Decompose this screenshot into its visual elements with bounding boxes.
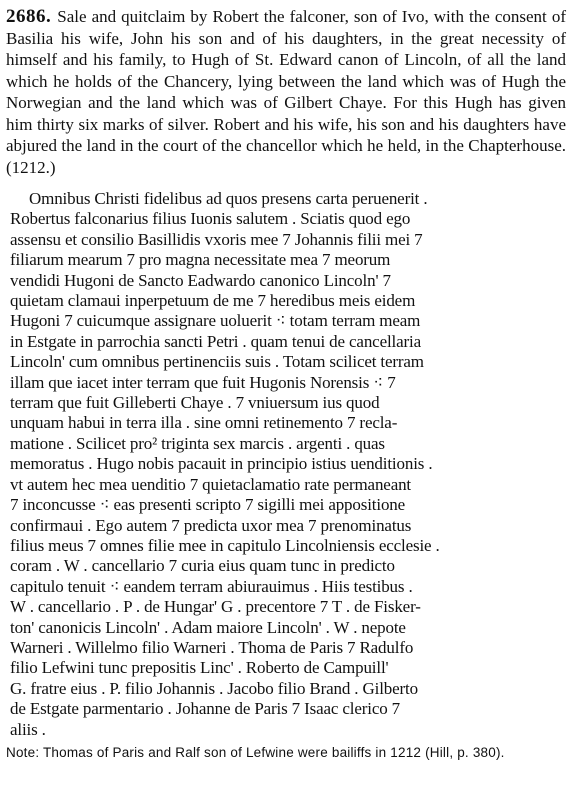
latin-line: vendidi Hugoni de Sancto Eadwardo canonico Lincoln' 7: [10, 270, 391, 290]
latin-charter-text: [6, 189, 566, 740]
latin-line: quietam clamaui inperpetuum de me 7 heredibus meis eidem: [10, 291, 416, 311]
latin-line: illam que iacet inter terram que fuit Hugonis Norensis ⁖ 7: [10, 372, 396, 392]
latin-line: aliis .: [10, 719, 46, 739]
document-page: [6, 6, 566, 760]
latin-line: W . cancellario . P . de Hungar' G . precentore 7 T . de Fisker-: [10, 597, 421, 617]
latin-line: matione . Scilicet pro² triginta sex marcis . argenti . quas: [10, 433, 385, 453]
latin-line: Robertus falconarius filius Iuonis salutem . Sciatis quod ego: [10, 209, 411, 229]
latin-line: Hugoni 7 cuicumque assignare uoluerit ⁖ totam terram meam: [10, 311, 421, 331]
latin-line: Warneri . Willelmo filio Warneri . Thoma de Paris 7 Radulfo: [10, 637, 414, 657]
latin-line: vt autem hec mea uenditio 7 quietaclamatio rate permaneant: [10, 474, 412, 494]
latin-line: unquam habui in terra illa . sine omni retinemento 7 recla-: [10, 413, 398, 433]
latin-line: Lincoln' cum omnibus pertinenciis suis . Totam scilicet terram: [10, 352, 424, 372]
charter-summary-text: Sale and quitclaim by Robert the falconer, son of Ivo, with the consent of Basilia his wife, John his son and of his daughters, in the great necessity of himself and his family, to Hugh of St. Edward canon of Lincoln, of all the land which he holds of the Chancery, lying between the land which was of Hugh the Norwegian and the land which was of Gilbert Chaye. For this Hugh has given him thirty six marks of silver. Robert and his wife, his son and his daughters have abjured the land in the court of the chancellor which he held, in the Chapterhouse. (1212.): [6, 7, 566, 177]
latin-line: Omnibus Christi fidelibus ad quos presens carta peruenerit .: [29, 189, 428, 208]
latin-line: memoratus . Hugo nobis pacauit in principio istius uenditionis .: [10, 454, 433, 474]
latin-line: confirmaui . Ego autem 7 predicta uxor mea 7 prenominatus: [10, 515, 412, 535]
latin-line: terram que fuit Gilleberti Chaye . 7 vniuersum ius quod: [10, 393, 380, 413]
latin-line: capitulo tenuit ⁖ eandem terram abiurauimus . Hiis testibus .: [10, 576, 413, 596]
charter-summary-paragraph: [6, 6, 566, 178]
latin-line: filius meus 7 omnes filie mee in capitulo Lincolniensis ecclesie .: [10, 535, 440, 555]
latin-line: G. fratre eius . P. filio Johannis . Jacobo filio Brand . Gilberto: [10, 678, 418, 698]
latin-line: filiarum mearum 7 pro magna necessitate mea 7 meorum: [10, 250, 391, 270]
latin-line: 7 inconcusse ⁖ eas presenti scripto 7 sigilli mei appositione: [10, 495, 406, 515]
footnote: Note: Thomas of Paris and Ralf son of Lefwine were bailiffs in 1212 (Hill, p. 380).: [6, 744, 505, 760]
latin-line: de Estgate parmentario . Johanne de Paris 7 Isaac clerico 7: [10, 699, 401, 719]
latin-line: in Estgate in parrochia sancti Petri . quam tenui de cancellaria: [10, 331, 421, 351]
latin-line: assensu et consilio Basillidis vxoris mee 7 Johannis filii mei 7: [10, 229, 423, 249]
latin-line: coram . W . cancellario 7 curia eius quam tunc in predicto: [10, 556, 395, 576]
charter-number: 2686.: [6, 6, 52, 27]
latin-line: ton' canonicis Lincoln' . Adam maiore Lincoln' . W . nepote: [10, 617, 406, 637]
latin-line: filio Lefwini tunc prepositis Linc' . Roberto de Campuill': [10, 658, 389, 678]
